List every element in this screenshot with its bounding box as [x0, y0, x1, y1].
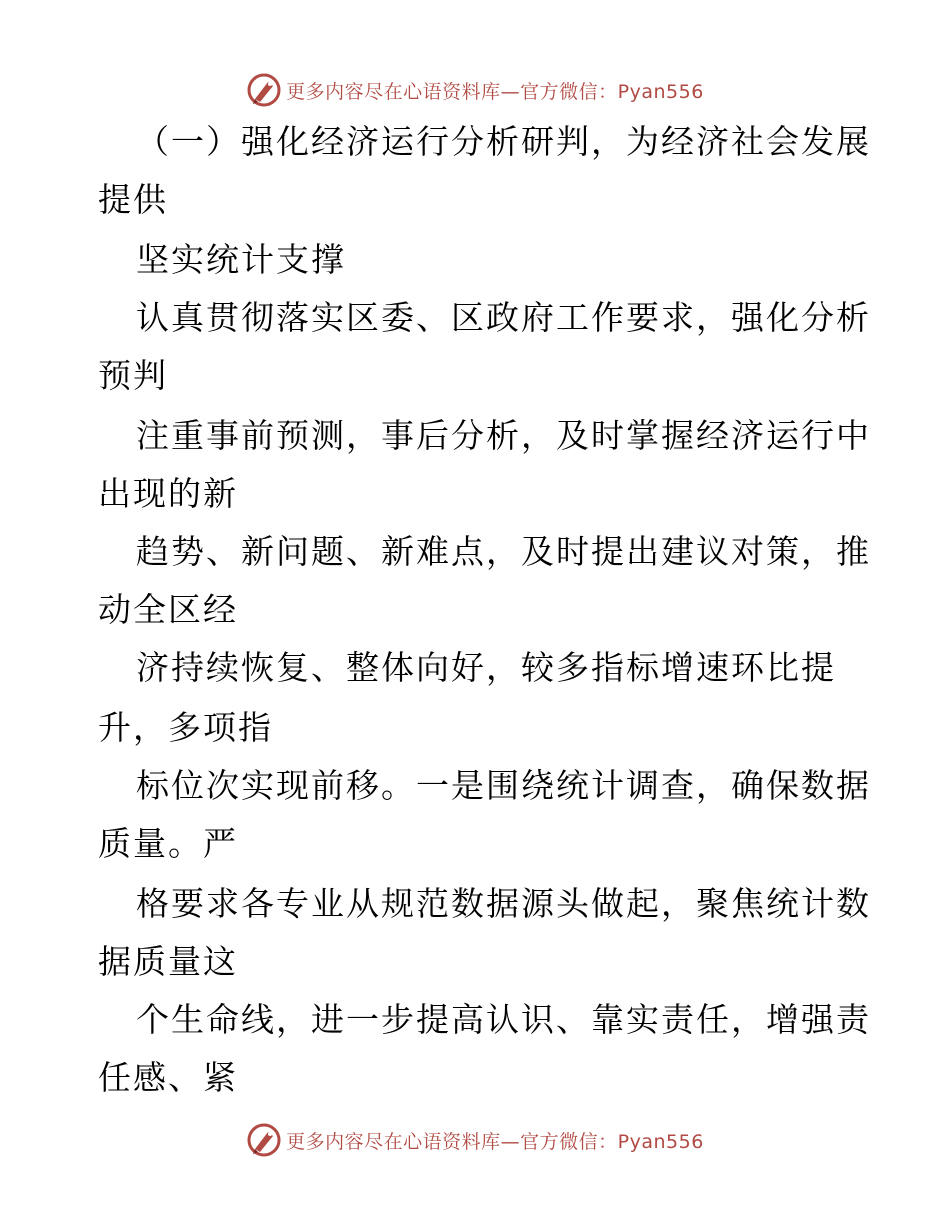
pen-logo-icon — [246, 72, 282, 108]
paragraph-line: 个生命线，进一步提高认识、靠实责任，增强责 — [136, 1000, 871, 1039]
paragraph-line: （一）强化经济运行分析研判，为经济社会发展 — [136, 122, 871, 161]
paragraph-line: 升，多项指 — [98, 708, 273, 747]
paragraph-line: 提供 — [98, 180, 168, 219]
paragraph-line: 认真贯彻落实区委、区政府工作要求，强化分析 — [136, 298, 871, 337]
paragraph-line: 趋势、新问题、新难点，及时提出建议对策，推 — [136, 532, 871, 571]
paragraph-line: 质量。严 — [98, 824, 238, 863]
watermark-header — [0, 70, 950, 110]
paragraph-line: 格要求各专业从规范数据源头做起，聚焦统计数 — [136, 884, 871, 923]
paragraph-line: 标位次实现前移。一是围绕统计调查，确保数据 — [136, 766, 871, 805]
paragraph-line: 任感、紧 — [98, 1058, 238, 1097]
paragraph-line: 据质量这 — [98, 942, 238, 981]
pen-logo-icon — [246, 1122, 282, 1158]
paragraph-line: 动全区经 — [98, 590, 238, 629]
paragraph-line: 坚实统计支撑 — [136, 240, 346, 279]
watermark-text: 更多内容尽在心语资料库—官方微信：Pyan556 — [286, 1130, 704, 1153]
paragraph-line: 注重事前预测，事后分析，及时掌握经济运行中 — [136, 416, 871, 455]
paragraph-line: 预判 — [98, 356, 168, 395]
watermark-text: 更多内容尽在心语资料库—官方微信：Pyan556 — [286, 80, 704, 103]
paragraph-line: 出现的新 — [98, 474, 238, 513]
paragraph-line: 济持续恢复、整体向好，较多指标增速环比提 — [136, 648, 836, 687]
watermark-footer — [0, 1120, 950, 1160]
